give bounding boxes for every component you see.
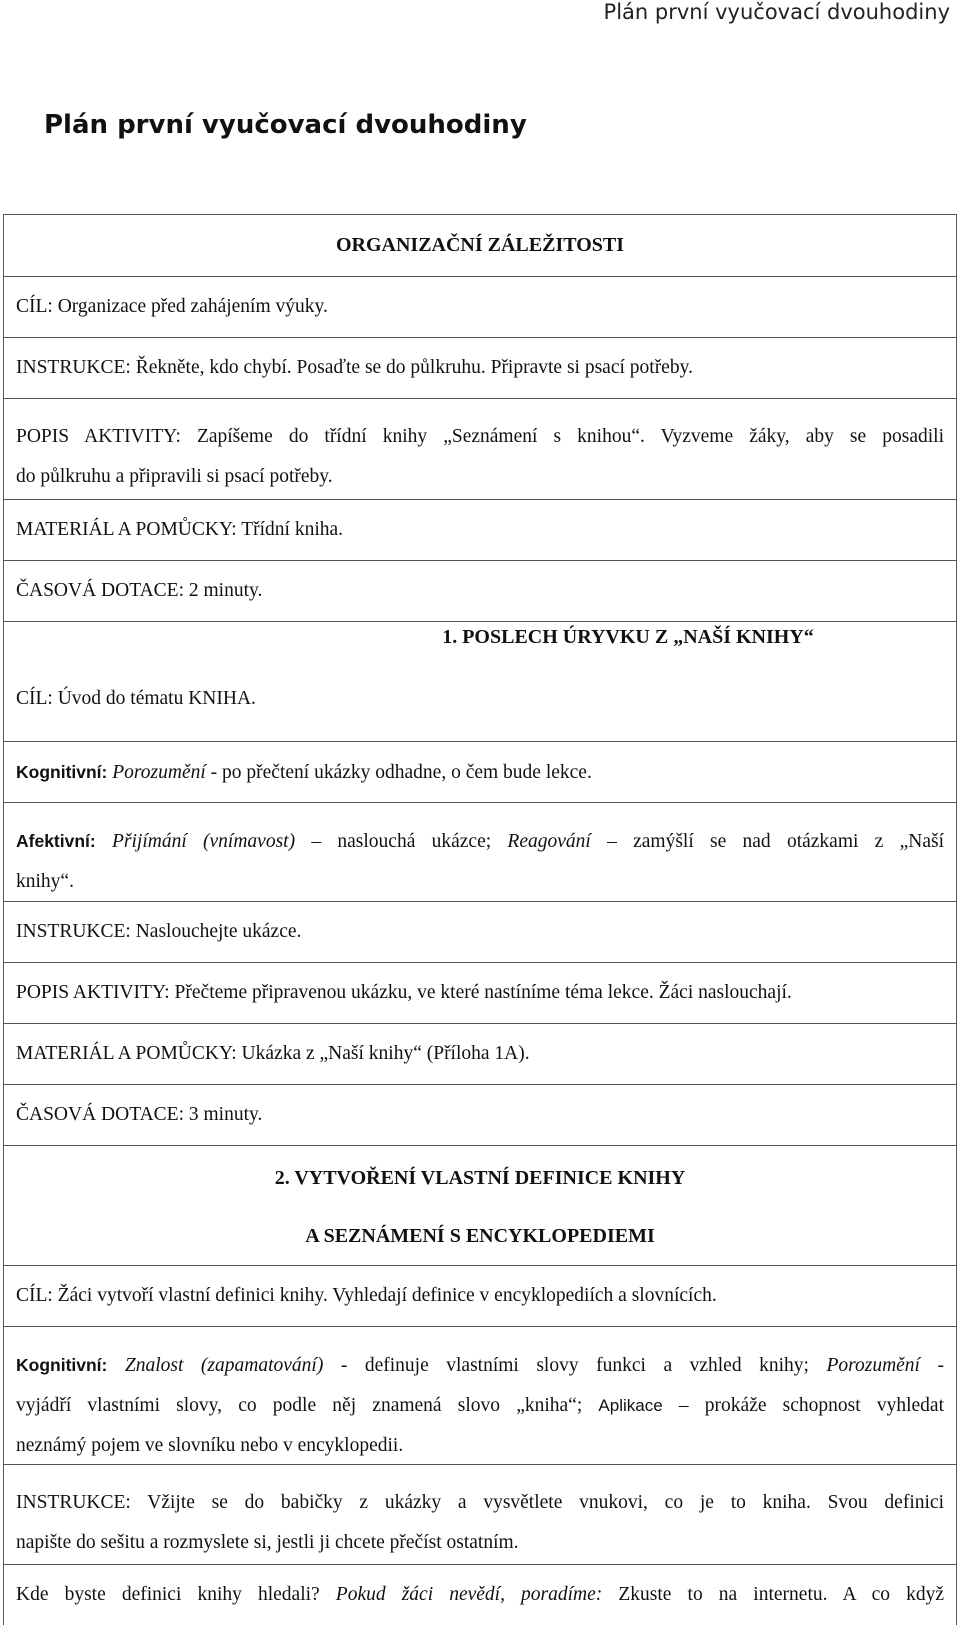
affective-label: Afektivní: xyxy=(16,831,96,851)
activity-question: Zkuste to na internetu. A co když xyxy=(602,1584,944,1605)
cognitive-description: - xyxy=(919,1355,944,1376)
activity-question: Kde byste definici knihy hledali? xyxy=(16,1584,336,1605)
cognitive-label: Kognitivní: xyxy=(16,762,108,782)
affective-description: – naslouchá ukázce; xyxy=(295,831,508,852)
affective-objective-line xyxy=(16,821,944,862)
affective-term: Reagování xyxy=(507,831,591,852)
materials-text: MATERIÁL A POMŮCKY: Třídní kniha. xyxy=(16,519,344,540)
instructions-row xyxy=(3,1465,957,1565)
section-heading: 1. POSLECH ÚRYVKU Z „NAŠÍ KNIHY“ xyxy=(442,626,814,648)
activity-description-line: POPIS AKTIVITY: Zapíšeme do třídní knihy „Seznámení s knihou“. Vyzveme žáky, aby se posadili xyxy=(16,426,944,447)
cognitive-term: Porozumění xyxy=(826,1355,920,1376)
activity-description-line xyxy=(16,1575,944,1615)
cognitive-description: - definuje vlastními slovy funkci a vzhled knihy; xyxy=(323,1355,827,1376)
section-heading: ORGANIZAČNÍ ZÁLEŽITOSTI xyxy=(335,234,625,256)
cognitive-objective-row xyxy=(3,742,957,803)
cognitive-objective-text xyxy=(16,742,944,802)
activity-description-text: POPIS AKTIVITY: Přečteme připravenou ukázku, ve které nastíníme téma lekce. Žáci naslouchají. xyxy=(16,982,792,1003)
instructions-line: INSTRUKCE: Vžijte se do babičky z ukázky a vysvětlete vnukovi, co je to kniha. Svou definici xyxy=(16,1492,944,1513)
cognitive-description: – prokáže schopnost vyhledat xyxy=(662,1395,944,1416)
cognitive-term: Aplikace xyxy=(598,1396,663,1415)
instructions-text: INSTRUKCE: Řekněte, kdo chybí. Posaďte se do půlkruhu. Připravte si psací potřeby. xyxy=(16,357,693,378)
affective-objective-row xyxy=(3,803,957,902)
time-allocation-row xyxy=(3,1085,957,1146)
section-heading: 2. VYTVOŘENÍ VLASTNÍ DEFINICE KNIHY xyxy=(274,1167,686,1189)
cognitive-description: - po přečtení ukázky odhadne, o čem bude lekce. xyxy=(205,762,592,783)
cognitive-objective-line xyxy=(16,1345,944,1386)
instructions-row xyxy=(3,902,957,963)
cognitive-objective-line: neznámý pojem ve slovníku nebo v encyklopedii. xyxy=(16,1435,404,1456)
section-heading-row xyxy=(3,215,957,277)
section-heading-row xyxy=(3,622,957,683)
affective-term: Přijímání (vnímavost) xyxy=(112,831,296,852)
materials-row xyxy=(3,500,957,561)
goal-row xyxy=(3,277,957,338)
materials-text: MATERIÁL A POMŮCKY: Ukázka z „Naší knihy“ (Příloha 1A). xyxy=(16,1043,530,1064)
cognitive-description: vyjádří vlastními slovy, co podle něj znamená slovo „kniha“; xyxy=(16,1395,599,1416)
cognitive-term: Znalost (zapamatování) xyxy=(124,1355,324,1376)
activity-description-row xyxy=(3,963,957,1024)
materials-row xyxy=(3,1024,957,1085)
section-heading: A SEZNÁMENÍ S ENCYKLOPEDIEMI xyxy=(305,1225,655,1247)
section-heading-row xyxy=(3,1146,957,1266)
affective-objective-line: knihy“. xyxy=(16,871,74,892)
instructions-row xyxy=(3,338,957,399)
goal-row xyxy=(3,683,957,742)
goal-text: CÍL: Organizace před zahájením výuky. xyxy=(16,296,328,317)
affective-description: – zamýšlí se nad otázkami z „Naší xyxy=(590,831,945,852)
goal-text: CÍL: Žáci vytvoří vlastní definici knihy. Vyhledají definice v encyklopediích a slovnících. xyxy=(16,1285,717,1306)
teacher-note: Pokud žáci nevědí, poradíme: xyxy=(335,1584,603,1605)
cognitive-objective-line xyxy=(16,1386,944,1426)
goal-text: CÍL: Úvod do tématu KNIHA. xyxy=(16,688,256,709)
time-allocation-text: ČASOVÁ DOTACE: 2 minuty. xyxy=(16,580,263,601)
lesson-plan-table xyxy=(3,214,957,1625)
instructions-line: napište do sešitu a rozmyslete si, jestli ji chcete přečíst ostatním. xyxy=(16,1532,519,1553)
instructions-text: INSTRUKCE: Naslouchejte ukázce. xyxy=(16,921,302,942)
time-allocation-text: ČASOVÁ DOTACE: 3 minuty. xyxy=(16,1104,263,1125)
activity-description-row xyxy=(3,399,957,500)
activity-description-line: do půlkruhu a připravili si psací potřeby. xyxy=(16,466,333,487)
cognitive-objective-row xyxy=(3,1327,957,1465)
time-allocation-row xyxy=(3,561,957,622)
cognitive-term: Porozumění xyxy=(112,762,206,783)
activity-description-row xyxy=(3,1565,957,1625)
goal-row xyxy=(3,1266,957,1327)
running-header: Plán první vyučovací dvouhodiny xyxy=(603,0,950,24)
page-title: Plán první vyučovací dvouhodiny xyxy=(44,110,527,140)
cognitive-label: Kognitivní: xyxy=(16,1355,108,1375)
